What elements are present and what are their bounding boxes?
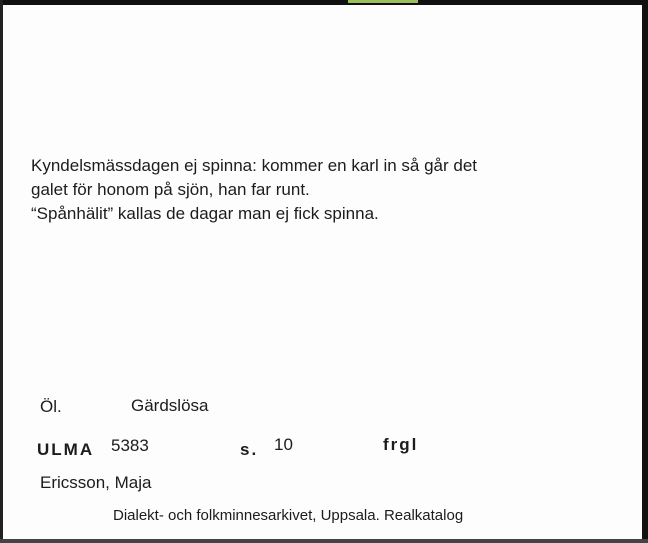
informant-name: Ericsson, Maja (40, 473, 152, 492)
page-label: s. (240, 440, 259, 459)
card-top-edge (0, 0, 648, 5)
card-bottom-edge (0, 539, 648, 543)
record-number: 5383 (111, 436, 149, 455)
record-type: frgl (383, 435, 419, 454)
card-top-accent (348, 0, 418, 3)
record-text-line-2: galet för honom på sjön, han far runt. (31, 180, 310, 199)
card-left-edge (0, 0, 3, 543)
record-text-line-1: Kyndelsmässdagen ej spinna: kommer en karl in så går det (31, 156, 478, 175)
parish-label: Gärdslösa (131, 396, 209, 415)
archive-footer: Dialekt- och folkminnesarkivet, Uppsala. Realkatalog (113, 507, 464, 524)
province-label: Öl. (40, 397, 62, 416)
record-text-line-3: “Spånhälit” kallas de dagar man ej fick spinna. (31, 204, 379, 223)
card-right-edge (642, 0, 648, 543)
archive-label: ULMA (37, 440, 95, 459)
page-number: 10 (274, 435, 293, 454)
record-text (31, 154, 621, 226)
